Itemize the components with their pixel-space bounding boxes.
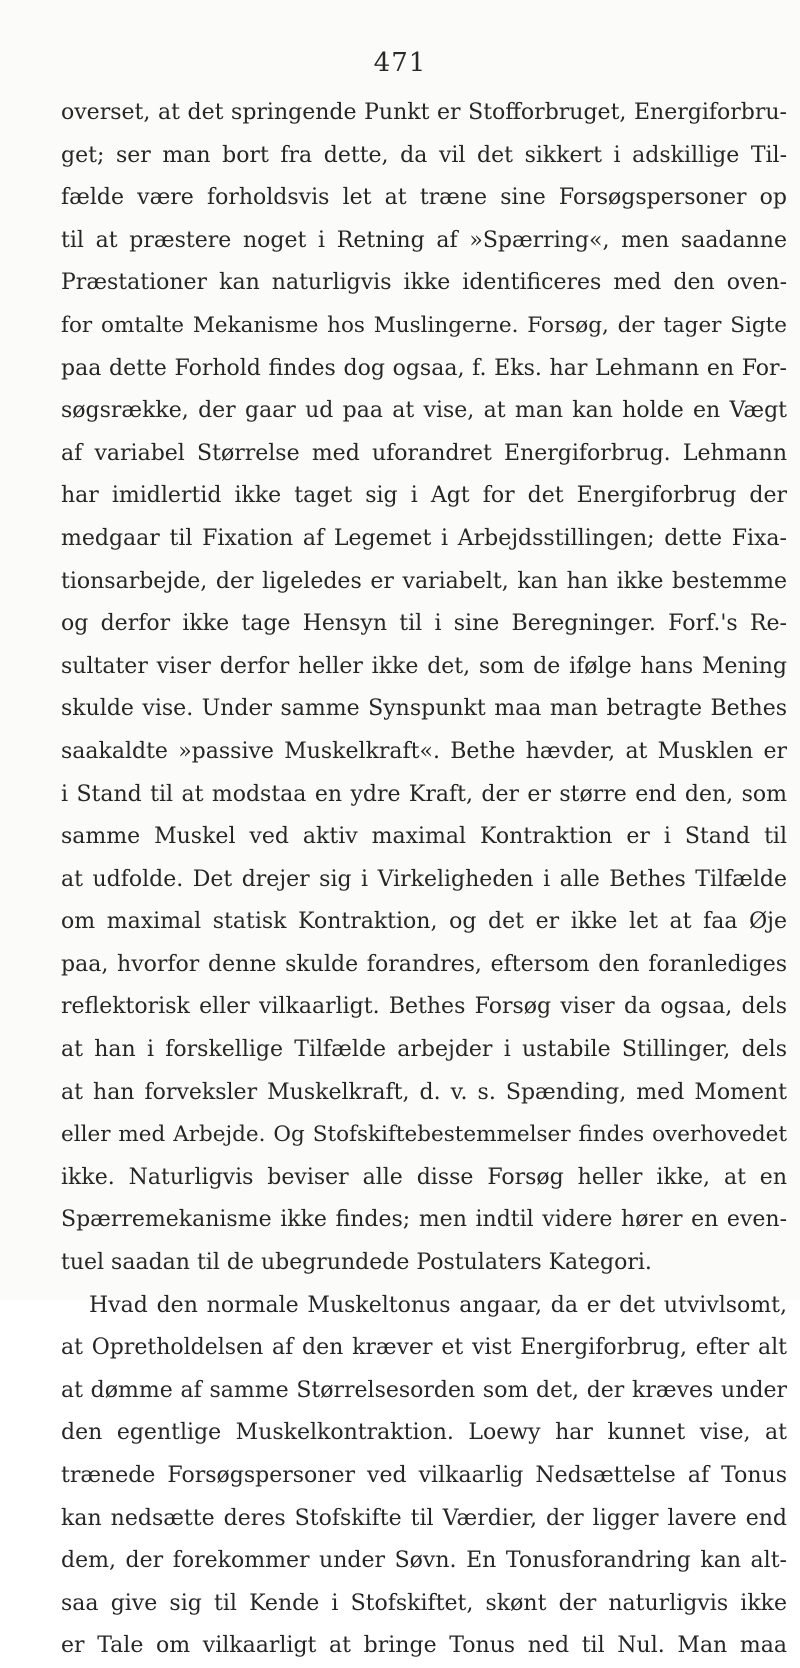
text-line: Præstationer kan naturligvis ikke identificeres med den oven- <box>61 270 787 296</box>
text-line: den egentlige Muskelkontraktion. Loewy har kunnet vise, at <box>61 1420 787 1446</box>
text-line: paa, hvorfor denne skulde forandres, eftersom den foranlediges <box>61 951 787 977</box>
text-line: samme Muskel ved aktiv maximal Kontraktion er i Stand til <box>61 824 787 850</box>
text-line: i Stand til at modstaa en ydre Kraft, der er større end den, som <box>61 781 787 807</box>
text-line: ikke. Naturligvis beviser alle disse Forsøg heller ikke, at en <box>61 1164 787 1190</box>
text-line: og derfor ikke tage Hensyn til i sine Beregninger. Forf.'s Re- <box>61 611 787 637</box>
text-line: søgsrække, der gaar ud paa at vise, at man kan holde en Vægt <box>61 398 787 424</box>
text-line: for omtalte Mekanisme hos Muslingerne. Forsøg, der tager Sigte <box>61 312 787 338</box>
text-line: at dømme af samme Størrelsesorden som det, der kræves under <box>61 1377 787 1403</box>
text-line: saakaldte »passive Muskelkraft«. Bethe hævder, at Musklen er <box>61 738 787 764</box>
text-line: af variabel Størrelse med uforandret Energiforbrug. Lehmann <box>61 440 787 466</box>
text-line: skulde vise. Under samme Synspunkt maa man betragte Bethes <box>61 696 787 722</box>
text-line: dem, der forekommer under Søvn. En Tonusforandring kan alt- <box>61 1548 787 1574</box>
text-line: er Tale om vilkaarligt at bringe Tonus ned til Nul. Man maa <box>61 1633 787 1659</box>
text-line: at han i forskellige Tilfælde arbejder i ustabile Stillinger, dels <box>61 1037 787 1063</box>
text-line: tuel saadan til de ubegrundede Postulaters Kategori. <box>61 1250 652 1276</box>
text-line: Hvad den normale Muskeltonus angaar, da er det utvivlsomt, <box>89 1292 787 1318</box>
page-number: 471 <box>373 48 427 78</box>
body-text <box>61 92 787 1668</box>
text-line: medgaar til Fixation af Legemet i Arbejdsstillingen; dette Fixa- <box>61 525 787 551</box>
text-line: get; ser man bort fra dette, da vil det sikkert i adskillige Til- <box>61 142 787 168</box>
text-line: reflektorisk eller vilkaarligt. Bethes Forsøg viser da ogsaa, dels <box>61 994 787 1020</box>
text-line: trænede Forsøgspersoner ved vilkaarlig Nedsættelse af Tonus <box>61 1463 787 1488</box>
text-line: paa dette Forhold findes dog ogsaa, f. Eks. har Lehmann en For- <box>61 355 787 381</box>
text-line: sultater viser derfor heller ikke det, som de ifølge hans Mening <box>61 653 787 679</box>
text-line: Spærremekanisme ikke findes; men indtil videre hører en even- <box>61 1207 787 1233</box>
text-line: at han forveksler Muskelkraft, d. v. s. Spænding, med Moment <box>61 1079 787 1105</box>
text-line: fælde være forholdsvis let at træne sine Forsøgspersoner op <box>61 185 787 211</box>
text-line: overset, at det springende Punkt er Stofforbruget, Energiforbru- <box>61 100 787 125</box>
text-line: kan nedsætte deres Stofskifte til Værdier, der ligger lavere end <box>61 1505 787 1531</box>
text-line: til at præstere noget i Retning af »Spærring«, men saadanne <box>61 227 787 253</box>
text-line: om maximal statisk Kontraktion, og det er ikke let at faa Øje <box>61 909 787 935</box>
text-line: tionsarbejde, der ligeledes er variabelt, kan han ikke bestemme <box>61 568 787 594</box>
text-line: saa give sig til Kende i Stofskiftet, skønt der naturligvis ikke <box>61 1590 787 1616</box>
text-line: eller med Arbejde. Og Stofskiftebestemmelser findes overhovedet <box>61 1122 787 1148</box>
text-line: at Opretholdelsen af den kræver et vist Energiforbrug, efter alt <box>61 1335 787 1361</box>
text-line: har imidlertid ikke taget sig i Agt for det Energiforbrug der <box>61 483 787 509</box>
text-line: at udfolde. Det drejer sig i Virkeligheden i alle Bethes Tilfælde <box>61 866 787 892</box>
